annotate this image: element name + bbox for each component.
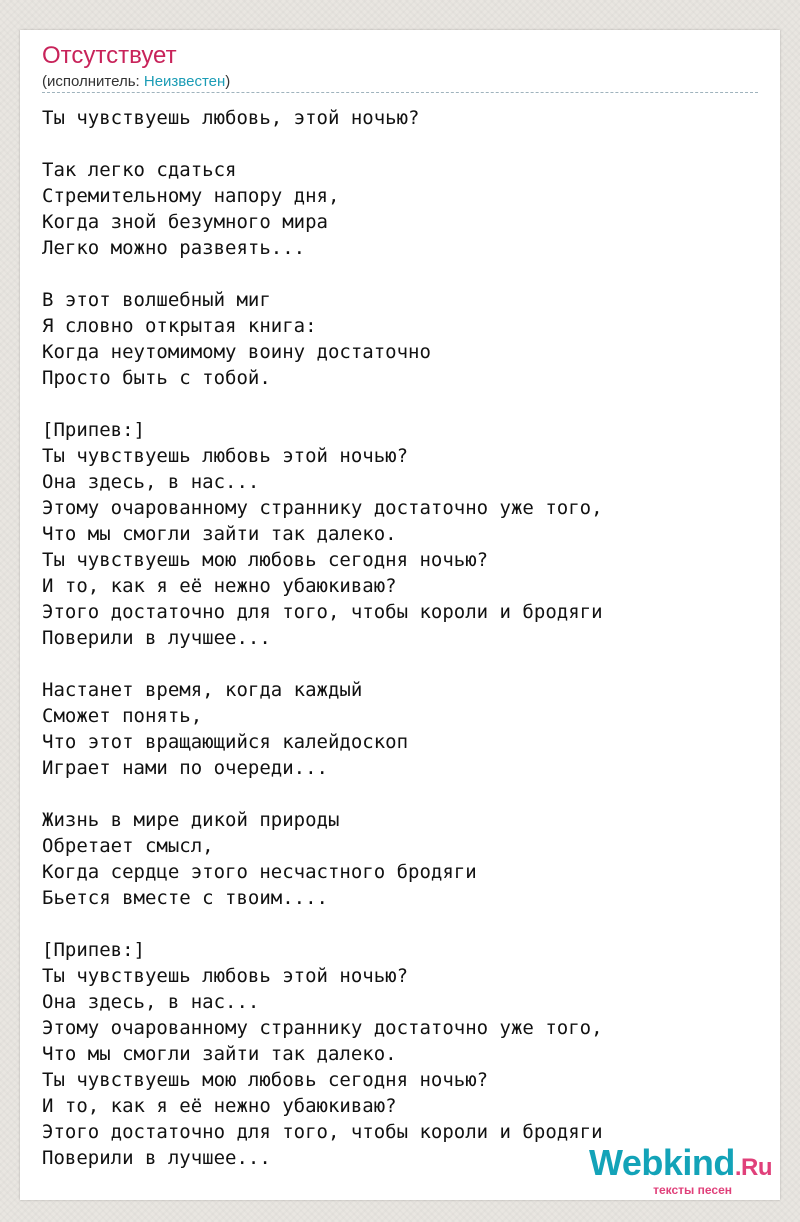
artist-close: ): [225, 73, 231, 90]
artist-link[interactable]: Неизвестен: [143, 73, 226, 90]
lyrics-line: Что мы смогли зайти так далеко.: [42, 1043, 397, 1065]
lyrics-line: Ты чувствуешь мою любовь сегодня ночью?: [42, 1069, 489, 1091]
lyrics-line: Когда неутомимому воину достаточно: [42, 341, 431, 363]
artist-line: [42, 73, 230, 90]
lyrics-line: Сможет понять,: [42, 705, 203, 727]
lyrics-line: Бьется вместе с твоим....: [42, 887, 328, 909]
lyrics-line: Ты чувствуешь мою любовь сегодня ночью?: [42, 549, 489, 571]
lyrics-line: Ты чувствуешь любовь этой ночью?: [42, 965, 409, 987]
webkind-logo[interactable]: [588, 1142, 772, 1197]
lyrics-line: И то, как я её нежно убаюкиваю?: [42, 575, 397, 597]
lyrics-line: Обретает смысл,: [42, 835, 214, 857]
lyrics-line: Что этот вращающийся калейдоскоп: [42, 731, 409, 753]
title-divider: [42, 92, 758, 93]
lyrics-line: Просто быть с тобой.: [42, 367, 271, 389]
lyrics-blank-line: [42, 391, 603, 417]
logo-tagline: тексты песен: [653, 1183, 732, 1197]
logo-name: Webkind: [588, 1142, 735, 1183]
lyrics-line: Играет нами по очереди...: [42, 757, 328, 779]
lyrics-blank-line: [42, 911, 603, 937]
lyrics-line: Стремительному напору дня,: [42, 185, 340, 207]
lyrics-text: [42, 105, 603, 1171]
lyrics-line: Она здесь, в нас...: [42, 991, 260, 1013]
lyrics-line: Настанет время, когда каждый: [42, 679, 363, 701]
lyrics-line: Жизнь в мире дикой природы: [42, 809, 340, 831]
lyrics-line: Этому очарованному страннику достаточно уже того,: [42, 1017, 603, 1039]
lyrics-line: Она здесь, в нас...: [42, 471, 260, 493]
artist-label: (исполнитель:: [42, 73, 144, 90]
lyrics-line: Этому очарованному страннику достаточно уже того,: [42, 497, 603, 519]
lyrics-blank-line: [42, 261, 603, 287]
lyrics-blank-line: [42, 651, 603, 677]
lyrics-line: И то, как я её нежно убаюкиваю?: [42, 1095, 397, 1117]
lyrics-line: Поверили в лучшее...: [42, 1147, 271, 1169]
lyrics-line: Ты чувствуешь любовь этой ночью?: [42, 445, 409, 467]
lyrics-line: В этот волшебный миг: [42, 289, 271, 311]
lyrics-line: Легко можно развеять...: [42, 237, 306, 259]
lyrics-line: Когда сердце этого несчастного бродяги: [42, 861, 477, 883]
lyrics-blank-line: [42, 131, 603, 157]
lyrics-line: Что мы смогли зайти так далеко.: [42, 523, 397, 545]
lyrics-line: Поверили в лучшее...: [42, 627, 271, 649]
lyrics-line: Когда зной безумного мира: [42, 211, 328, 233]
lyrics-line: Этого достаточно для того, чтобы короли и бродяги: [42, 1121, 603, 1143]
lyrics-line: Так легко сдаться: [42, 159, 237, 181]
lyrics-line: Я словно открытая книга:: [42, 315, 317, 337]
lyrics-card: [20, 30, 780, 1200]
lyrics-line: Ты чувствуешь любовь, этой ночью?: [42, 107, 420, 129]
logo-tld: .Ru: [734, 1154, 772, 1181]
lyrics-line: [Припев:]: [42, 419, 145, 441]
lyrics-blank-line: [42, 781, 603, 807]
lyrics-line: [Припев:]: [42, 939, 145, 961]
lyrics-line: Этого достаточно для того, чтобы короли и бродяги: [42, 601, 603, 623]
song-title: Отсутствует: [42, 42, 177, 69]
